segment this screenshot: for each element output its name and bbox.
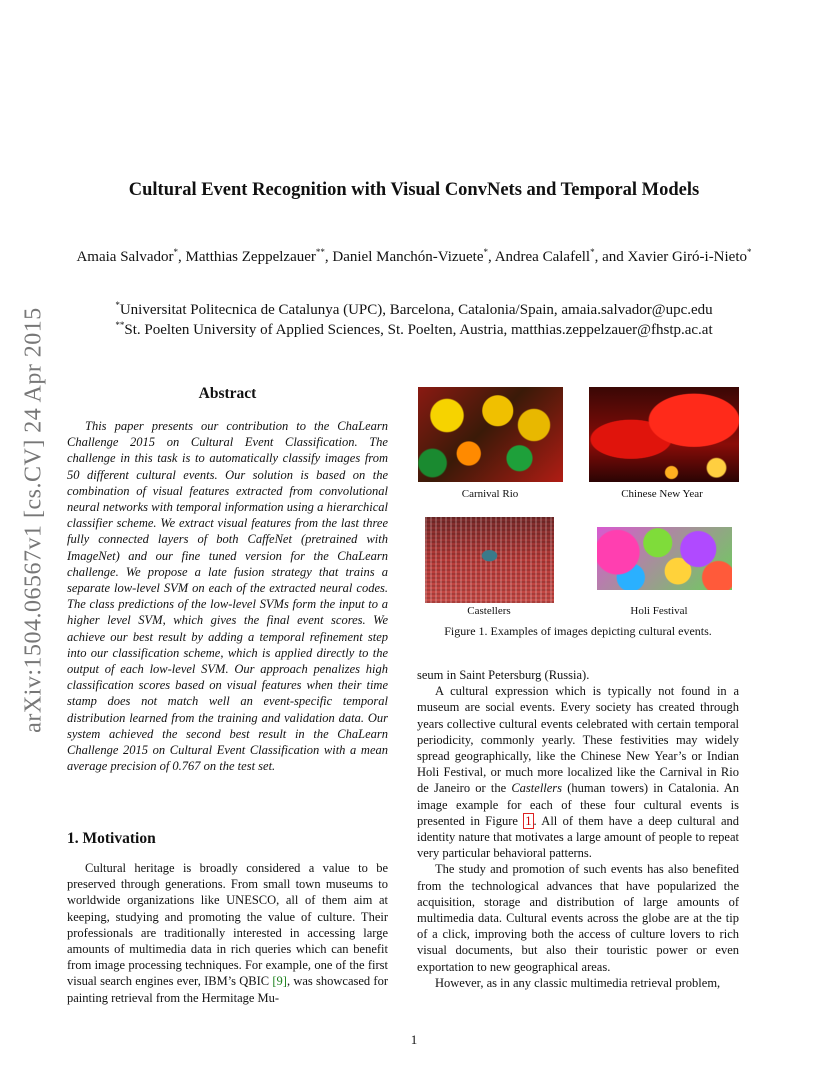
author-name: , and Xavier Giró-i-Nieto (594, 249, 748, 265)
author-name: Amaia Salvador (76, 249, 174, 265)
figure-caption: Figure 1. Examples of images depicting cultural events. (444, 624, 712, 638)
author-name: , Andrea Calafell (488, 249, 591, 265)
citation-link[interactable]: [9] (272, 974, 287, 989)
chinese-new-year-image (589, 387, 739, 482)
paragraph-text: (human towers) in Catalonia. An image example for each of these four cultural events is presented in Figure (417, 781, 740, 828)
body-paragraph: However, as in any classic multimedia retrieval problem, (435, 975, 721, 990)
paragraph-text: A cultural expression which is typically not found in a museum are social events. Every society has created through years collective cultural events celebrated with certain temporal periodicity, commonly yearly. These festivities may widely spread geographically, like the Chinese New Year’s or Indian Holi Festival, or much more localized like the Carnival in Rio de Janeiro or the (417, 684, 739, 796)
figure-sublabel: Carnival Rio (461, 488, 519, 500)
body-paragraph (417, 683, 739, 861)
motivation-left-column (67, 860, 388, 1006)
arxiv-id: arXiv:1504.06567v1 [cs.CV] 24 Apr 2015 (20, 307, 47, 733)
castellers-image (425, 517, 554, 603)
affiliations (60, 300, 768, 340)
abstract-paragraph: This paper presents our contribution to the ChaLearn Challenge 2015 on Cultural Event Classification. The challenge in this task is to automatically classify images from 50 different cultural events. Our solution is based on the combination of visual features extracted from convolutional neural networks with temporal information using a hierarchical classifier scheme. We extract visual features from the last three fully connected layers of both CaffeNet (pretrained with ImageNet) and our fine tuned version for the ChaLearn challenge. We propose a late fusion strategy that trains a separate low-level SVM on each of the extracted neural codes. The class predictions of the low-level SVMs form the input to a higher level SVM, which gives the final event scores. We achieve our best result by adding a temporal refinement step into our classification scheme, which is applied directly to the output of each low-level SVM. Our approach penalizes high classification scores based on visual features when their time stamp does not match well an event-specific temporal distribution learned from the training and validation data. Our system achieved the second best result in the ChaLearn Challenge 2015 on Cultural Event Classification with a mean average precision of 0.767 on the test set. (67, 419, 388, 774)
figure-sublabel: Holi Festival (630, 605, 688, 617)
author-mark: * (173, 247, 179, 257)
affiliation-mark: ** (115, 320, 125, 330)
author-mark: * (747, 247, 752, 257)
page-number: 1 (410, 1032, 418, 1047)
paragraph-text: Cultural heritage is broadly considered a value to be preserved through generations. From small town museums to worldwide organizations like UNESCO, all of them aim at keeping, studying and promoting the value of culture. Their professionals are traditionally interested in accessing large amounts of multimedia data in rich queries which can benefit from image processing techniques. For example, one of the first visual search engines ever, IBM’s QBIC (67, 861, 388, 989)
author-name: , Matthias Zeppelzauer (178, 249, 316, 265)
section-heading-motivation: 1. Motivation (67, 830, 156, 847)
holi-festival-image (597, 527, 732, 590)
abstract-body (67, 418, 388, 774)
abstract-heading: Abstract (198, 385, 257, 402)
author-name: , Daniel Manchón-Vizuete (324, 249, 484, 265)
paragraph-emphasis: Castellers (511, 781, 563, 796)
paragraph-text: . All of them have a deep cultural and identity nature that motivates a large amount of people to repeat very particular behavioral patterns. (417, 813, 739, 861)
affiliation-line (60, 300, 768, 320)
author-mark: * (483, 247, 489, 257)
paragraph-text: , was showcased for painting retrieval from the Hermitage Mu- (67, 974, 388, 1005)
affiliation-mark: * (115, 300, 120, 310)
author-mark: ** (315, 247, 325, 257)
motivation-right-column (417, 667, 739, 991)
figure-sublabel: Castellers (467, 605, 511, 617)
author-list (70, 248, 758, 267)
affiliation-text: St. Poelten University of Applied Sciences, St. Poelten, Austria, matthias.zeppelzauer@fhstp.ac.at (124, 322, 713, 338)
author-mark: * (590, 247, 595, 257)
body-paragraph: The study and promotion of such events has also benefited from the technological advances that have popularized the acquisition, storage and distribution of large amounts of multimedia data. Cultural events across the globe are at the tip of a click, improving both the access of culture lovers to rich visual documents, but also their touristic power or even exportation to new geographical areas. (417, 862, 739, 974)
affiliation-text: Universitat Politecnica de Catalunya (UPC), Barcelona, Catalonia/Spain, amaia.salvador@upc.edu (119, 302, 713, 318)
figure-sublabel: Chinese New Year (621, 488, 703, 500)
body-paragraph (67, 860, 388, 1006)
figure-reference-link[interactable]: 1 (525, 813, 532, 828)
paper-title: Cultural Event Recognition with Visual ConvNets and Temporal Models (128, 180, 700, 200)
body-paragraph: seum in Saint Petersburg (Russia). (417, 668, 590, 682)
affiliation-line (60, 320, 768, 340)
carnival-rio-image (418, 387, 563, 482)
